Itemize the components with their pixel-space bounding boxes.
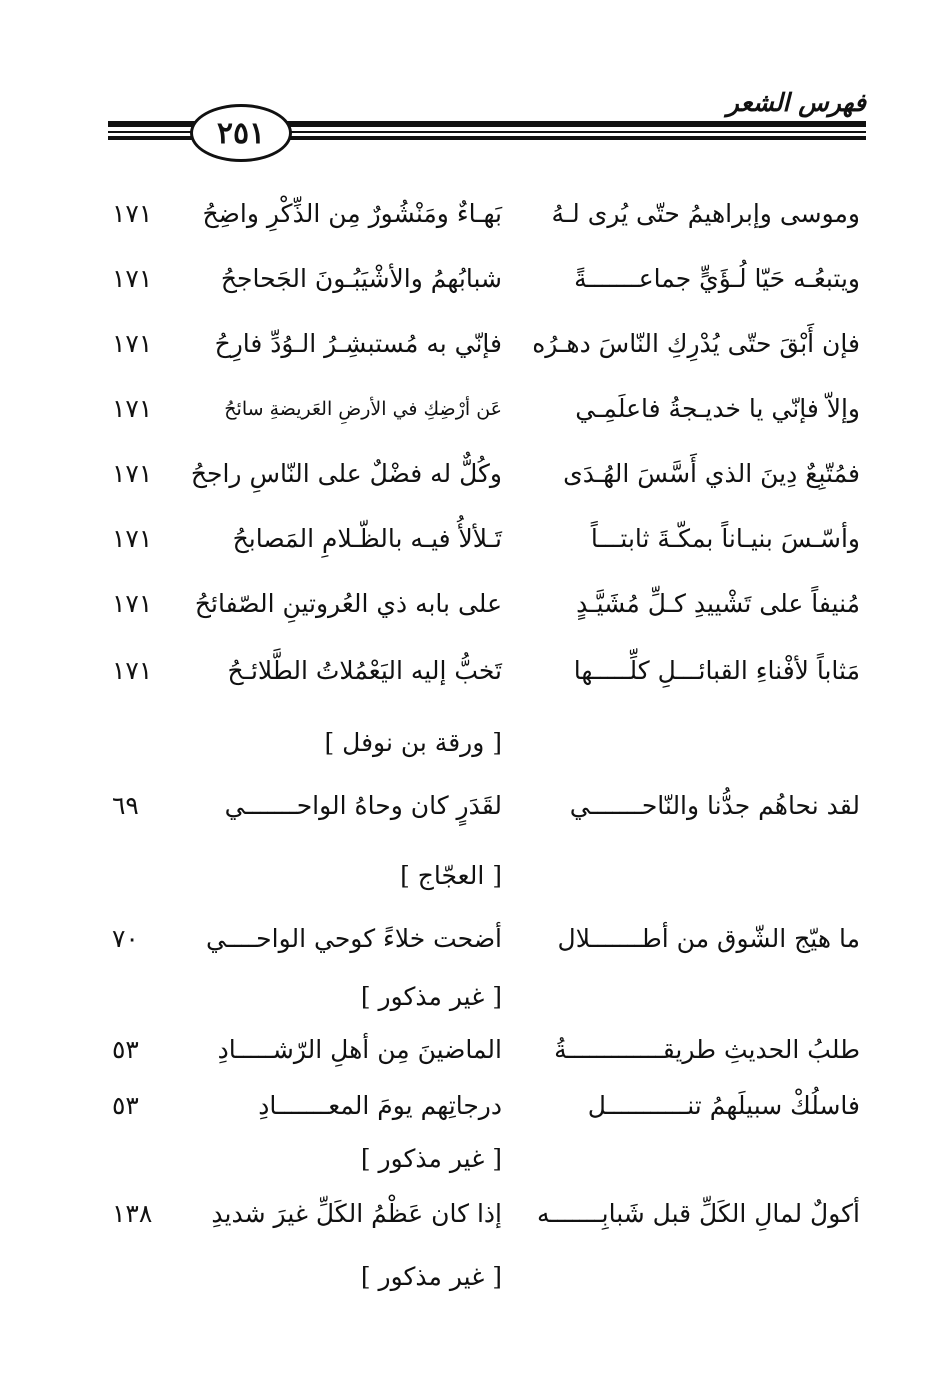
first-hemistich: مَثاباً لأفْناءِ القبائـــلِ كلِّـــــها [573,656,860,685]
page-reference: ٥٣ [112,1035,139,1064]
second-hemistich: تَخبُّ إليه اليَعْمُلاتُ الطَّلائـحُ [227,656,502,685]
verse-row [0,646,942,696]
first-hemistich: وأسّـسَ بنيـاناً بمكّـةَ ثابتـــاً [590,524,860,553]
page-reference: ١٧١ [112,394,153,423]
page-reference: ١٧١ [112,264,153,293]
verse-row [0,1025,942,1075]
page-reference: ٧٠ [112,924,139,953]
poet-attribution: [ غير مذكور ] [360,1262,502,1291]
verse-row [0,1189,942,1239]
verse-row [0,579,942,629]
page-reference: ١٧١ [112,656,153,685]
poet-attribution: [ العجّاج ] [400,861,502,890]
second-hemistich: فإنّي به مُستبشِـرُ الـوُدِّ فارِحُ [214,329,502,358]
page-reference: ١٧١ [112,199,153,228]
page-reference: ٥٣ [112,1091,139,1120]
verse-row [0,781,942,831]
verse-row [0,254,942,304]
page-reference: ١٧١ [112,524,153,553]
page-reference: ٦٩ [112,791,139,820]
poet-attribution: [ غير مذكور ] [360,1144,502,1173]
second-hemistich: درجاتِهم يومَ المعـــــــادِ [258,1091,502,1120]
poet-attribution: [ ورقة بن نوفل ] [324,728,502,757]
second-hemistich: شبابُهمُ والأشْيَبُـونَ الجَحاجحُ [220,264,502,293]
first-hemistich: مُنيفاً على تَشْييدِ كـلِّ مُشَيَّـدٍ [576,589,860,618]
running-header-title: فهرس الشعر [726,88,866,117]
first-hemistich: ويتبعُـه حَيّا لُـؤَيٍّ جماعـــــــةً [574,264,860,293]
verse-row [0,189,942,239]
page-number-badge: ٢٥١ [190,104,292,162]
first-hemistich: أكولٌ لمالِ الكَلِّ قبل شَبابِـــــــه [536,1199,860,1228]
verse-row [0,914,942,964]
first-hemistich: وإلاّ فإنّي يا خديـجةُ فاعلَمِـي [575,394,860,423]
verse-row [0,384,942,434]
verse-row [0,319,942,369]
attribution-row [0,972,942,1022]
second-hemistich: عَن أرْضِكِ في الأرضِ العَريضةِ سائحُ [224,398,502,420]
verse-row [0,449,942,499]
page-reference: ١٧١ [112,589,153,618]
attribution-row [0,718,942,768]
second-hemistich: لقَدَرٍ كان وحاهُ الواحـــــــي [224,791,502,820]
first-hemistich: طلبُ الحديثِ طريقـــــــــــــةُ [554,1035,860,1064]
first-hemistich: لقد نحاهُم جدُّنا والنّاحـــــــي [569,791,860,820]
first-hemistich: ما هيّج الشّوق من أطـــــــلال [557,924,860,953]
verse-row [0,514,942,564]
attribution-row [0,1252,942,1302]
verse-row [0,1081,942,1131]
page-reference: ١٣٨ [112,1199,153,1228]
first-hemistich: فاسلُكْ سبيلَهمُ تنـــــــــــل [587,1091,860,1120]
page-reference: ١٧١ [112,459,153,488]
attribution-row [0,1134,942,1184]
second-hemistich: على بابه ذي العُروتينِ الصّفائحُ [194,589,502,618]
second-hemistich: تَـلألأُ فيـه بالظّـلامِ المَصابحُ [232,524,502,553]
poet-attribution: [ غير مذكور ] [360,982,502,1011]
first-hemistich: فمُتّبِعٌ دِينَ الذي أَسَّسَ الهُـدَى [563,459,860,488]
second-hemistich: بَهـاءٌ ومَنْشُورٌ مِن الذِّكْرِ واضِحُ [202,199,502,228]
second-hemistich: الماضينَ مِن أهلِ الرّشـــــادِ [217,1035,502,1064]
attribution-row [0,851,942,901]
first-hemistich: وموسى وإبراهيمُ حتّى يُرى لـهُ [551,199,860,228]
second-hemistich: أضحت خلاءً كوحي الواحــــي [206,924,502,953]
second-hemistich: إذا كان عَظْمُ الكَلِّ غيرَ شديدِ [211,1199,502,1228]
first-hemistich: فإن أَبْقَ حتّى يُدْرِكِ النّاسَ دهـرُه [532,329,860,358]
page-reference: ١٧١ [112,329,153,358]
second-hemistich: وكُلٌّ له فضْلٌ على النّاسِ راجحُ [190,459,502,488]
